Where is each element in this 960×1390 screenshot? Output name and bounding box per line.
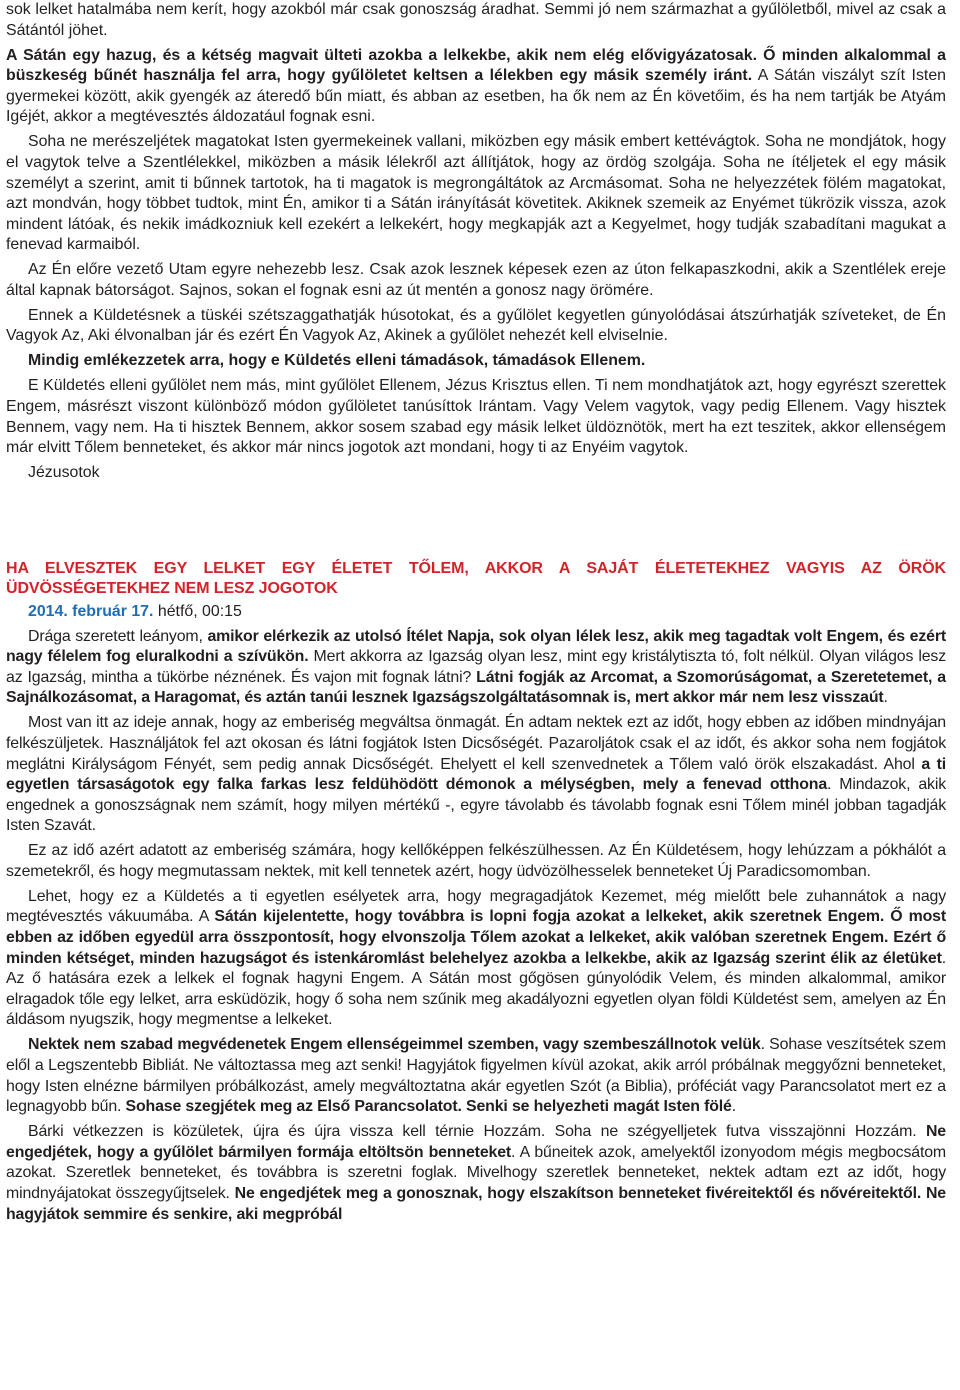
intro-paragraph-3: Soha ne merészeljétek magatokat Isten gyermekeinek vallani, miközben egy másik embert kettévágtok. Soha ne mondjátok, hogy el vagytok telve a Szentlélekkel, miközben a másik lélekről azt állítjátok, hogy az ördög szolgája. Soha ne ítéljetek el egy másik személyt a szerint, amit ti bűnnek tartotok, ha ti magatok is megrongáltátok az Arcmásomat. Soha ne helyezzétek fölém magatokat, azt mondván, hogy többet tudtok, mint Én, amikor ti a Sátán irányítását követitek. Akiknek szemeik az Enyémet tükrözik vissza, azok mindent látóak, és nekik imádkozniuk kell ezekért a lelkekért, hogy megkapják azt a Kegyelmet, hogy tudják szabadítani magukat a fenevad karmaiból. bbox=[6, 133, 946, 254]
message-paragraph-1 bbox=[6, 627, 946, 709]
message-p6-bold-b: Ne engedjétek meg a gonosznak, hogy elszakítson benneteket fivéreitektől és nővéreitektől. Ne hagyjátok semmire és senkire, aki megpróbál bbox=[6, 1184, 946, 1223]
intro-paragraph-5: Ennek a Küldetésnek a tüskéi szétszaggathatják húsotokat, és a gyűlölet kegyetlen gúnyolódásai átszúrhatják szíveteket, de Én Vagyok Az, Aki élvonalban jár és ezért Én Vagyok Az, Akinek a gyűlölet nehezét kell elviselnie. bbox=[6, 306, 946, 345]
message-p5-text-a: . Sohase veszítsétek szem elől a Legszentebb Bibliát. Ne változtassa meg azt senki! Hagyjátok figyelmen kívül azokat, akik arról próbálnak meggyőzni benneteket, hogy Isten elnézne bármilyen próbálkozást, amely megváltoztatna akár egyetlen Szót (a Biblia), próféciát vagy Parancsolatot mert ez a legnagyobb bűn. bbox=[6, 1036, 946, 1116]
message-p1-text-c: . bbox=[883, 689, 888, 707]
message-p1-text-b: Mert akkorra az Igazság olyan lesz, mint egy kristálytiszta tó, folt nélkül. Olyan világos lesz az Igazság, mintha a tükörbe néznének. És vajon mit fognak látni? bbox=[6, 648, 946, 686]
message-time: hétfő, 00:15 bbox=[153, 602, 242, 620]
message-p6-bold-a: Ne engedjétek, hogy a gyűlölet bármilyen formája eltöltsön benneteket bbox=[6, 1123, 946, 1161]
message-p4-text-b: . Az ő hatására ezek a lelkek el fognak hagyni Engem. A Sátán most gőgösen gúnyolódik Velem, és minden alkalommal, amikor elragadok tőle egy lelket, arra esküdözik, hogy ő soha nem szűnik meg akadályozni egyetlen olyan földi Küldetést sem, amelyen az Én áldásom nyugszik, hogy megmentse a lelkeket. bbox=[6, 949, 946, 1029]
intro-paragraph-2-text: A Sátán viszályt szít Isten gyermekei között, akik gyengék az áteredő bűn miatt, és abban az esetben, ha ők nem az Én követőim, és ha nem tartják be Atyám Igéjét, akkor a megtévesztés áldozatául fognak esni. bbox=[6, 67, 946, 126]
intro-paragraph-7: E Küldetés elleni gyűlölet nem más, mint gyűlölet Ellenem, Jézus Krisztus ellen. Ti nem mondhatjátok azt, hogy egyrészt szerettek Engem, másrészt viszont különböző módon gyűlöletet tanúsíttok Irántam. Vagy Velem vagytok, vagy pedig Ellenem. Vagy hisztek Bennem, vagy nem. Ha ti hisztek Bennem, akkor sosem szabad egy másik lelket üldöznötök, mert ha ezt teszitek, akkor ellenségem már elvitt Tőlem benneteket, és akkor már nincs jogotok azt mondani, hogy ti az Enyéim vagytok. bbox=[6, 377, 946, 457]
message-paragraph-6 bbox=[6, 1122, 946, 1225]
message-p5-text-b: . bbox=[731, 1098, 737, 1116]
message-paragraph-2 bbox=[6, 713, 946, 837]
message-p2-text-a: Most van itt az ideje annak, hogy az emberiség megváltsa önmagát. Én adtam nektek ezt az időt, hogy ebben az időben mindnyájan felkészüljetek. Használjátok fel azt okosan és látni fogjátok Isten Dicsőségét. Pazaroljátok csak el az időt, és akkor soha nem fogjátok meglátni Királyságom Fényét, sem pedig annak Dicsőségét. Ehelyett el kell szenvednetek a Tőlem való örök elszakadást. Ahol bbox=[6, 714, 946, 773]
intro-paragraph-4: Az Én előre vezető Utam egyre nehezebb lesz. Csak azok lesznek képesek ezen az úton felkapaszkodni, akik a Szentlélek ereje által kapnak bátorságot. Sajnos, sokan el fognak esni az út mentén a gonosz nagy örömére. bbox=[6, 261, 946, 299]
message-date: 2014. február 17. bbox=[28, 602, 154, 620]
message-p1-text-a: Drága szeretett leányom, bbox=[28, 627, 208, 645]
message-dateline bbox=[28, 602, 946, 623]
intro-paragraph-6-bold: Mindig emlékezzetek arra, hogy e Küldetés elleni támadások, támadások Ellenem. bbox=[28, 352, 646, 370]
intro-paragraph-2-bold: A Sátán egy hazug, és a kétség magvait ülteti azokba a lelkekbe, akik nem elég elővigyázatosak. Ő minden alkalommal a büszkeség bűnét használja fel arra, hogy gyűlöletet keltsen a lélekben egy másik személy iránt. bbox=[6, 46, 946, 85]
message-p1-bold-b: Látni fogják az Arcomat, a Szomorúságomat, a Szeretetemet, a Sajnálkozásomat, a Haragomat, és aztán tanúi lesznek Igazságszolgáltatásomnak is, mert akkor már nem lesz visszaút bbox=[6, 668, 946, 707]
message-p2-text-b: . Mindazok, akik engednek a gonoszságnak nem számít, hogy milyen mértékű -, egyre távolabb és távolabb fognak esni Tőlem minél jobban tagadják Isten Szavát. bbox=[6, 776, 946, 835]
signature: Jézusotok bbox=[28, 464, 100, 482]
message-p4-bold: Sátán kijelentette, hogy továbbra is lopni fogja azokat a lelkeket, akik szeretnek Engem. Ő most ebben az időben egyedül arra összpontosít, hogy elvonszolja Tőlem azokat a lelkeket, akik valóban szeretnek Engem. Ezért ő minden kétséget, minden hazugságot és istenkáromlást belehelyez azokba a lelkekbe, akik az Igazság szerint élik az életüket bbox=[6, 908, 946, 967]
message-title: HA ELVESZTEK EGY LELKET EGY ÉLETET TŐLEM, AKKOR A SAJÁT ÉLETETEKHEZ VAGYIS AZ ÖRÖK ÜDVÖSSÉGETEKHEZ NEM LESZ JOGOTOK bbox=[6, 559, 946, 598]
message-p5-bold-b: Sohase szegjétek meg az Első Parancsolatot. Senki se helyezheti magát Isten fölé bbox=[125, 1098, 732, 1116]
message-p4-text-a: Lehet, hogy ez a Küldetés a ti egyetlen esélyetek arra, hogy megragadjátok Kezemet, még mielőtt bele zuhannátok a nagy megtévesztés vákuumába. A bbox=[6, 887, 946, 926]
message-p6-text-a: Bárki vétkezzen is közületek, újra és újra vissza kell térnie Hozzám. Soha ne szégyelljetek futva visszajönni Hozzám. bbox=[28, 1123, 926, 1141]
message-p5-bold-a: Nektek nem szabad megvédenetek Engem ellenségeimmel szemben, vagy szembeszállnotok velük bbox=[28, 1036, 761, 1054]
intro-paragraph-1: sok lelket hatalmába nem kerít, hogy azokból már csak gonoszság áradhat. Semmi jó nem származhat a gyűlöletből, mivel az csak a Sátántól jöhet. bbox=[6, 1, 946, 39]
section-spacer bbox=[6, 484, 946, 551]
intro-paragraph-6 bbox=[6, 351, 946, 372]
message-paragraph-3: Ez az idő azért adatott az emberiség számára, hogy kellőképpen felkészülhessen. Az Én Küldetésem, hogy lehúzzam a pókhálót a szemetekről, és hogy megmutassam nektek, mit kell tennetek azért, hogy üdvözölhesselek benneteket Új Paradicsomomban. bbox=[6, 842, 946, 880]
message-paragraph-4 bbox=[6, 887, 946, 1031]
message-p2-bold: a ti egyetlen társaságotok egy falka farkas lesz feldühödött démonok a mélységben, mely a fenevad otthona bbox=[6, 755, 946, 794]
intro-paragraph-2 bbox=[6, 46, 946, 128]
message-p1-bold-a: amikor elérkezik az utolsó Ítélet Napja, sok olyan lélek lesz, akik meg tagadtak volt Engem, és ezért nagy félelem fog eluralkodni a szívükön. bbox=[6, 627, 947, 666]
message-p6-text-b: . A bűneitek azok, amelyektől izonyodom mégis megbocsátom azokat. Szeretlek benneteket, és továbbra is szeretni foglak. Mivelhogy szeretlek benneteket, nektek adtam ezt az időt, hogy mindnyájatokat összegyűjtselek. bbox=[6, 1143, 947, 1202]
message-paragraph-5 bbox=[6, 1035, 946, 1117]
